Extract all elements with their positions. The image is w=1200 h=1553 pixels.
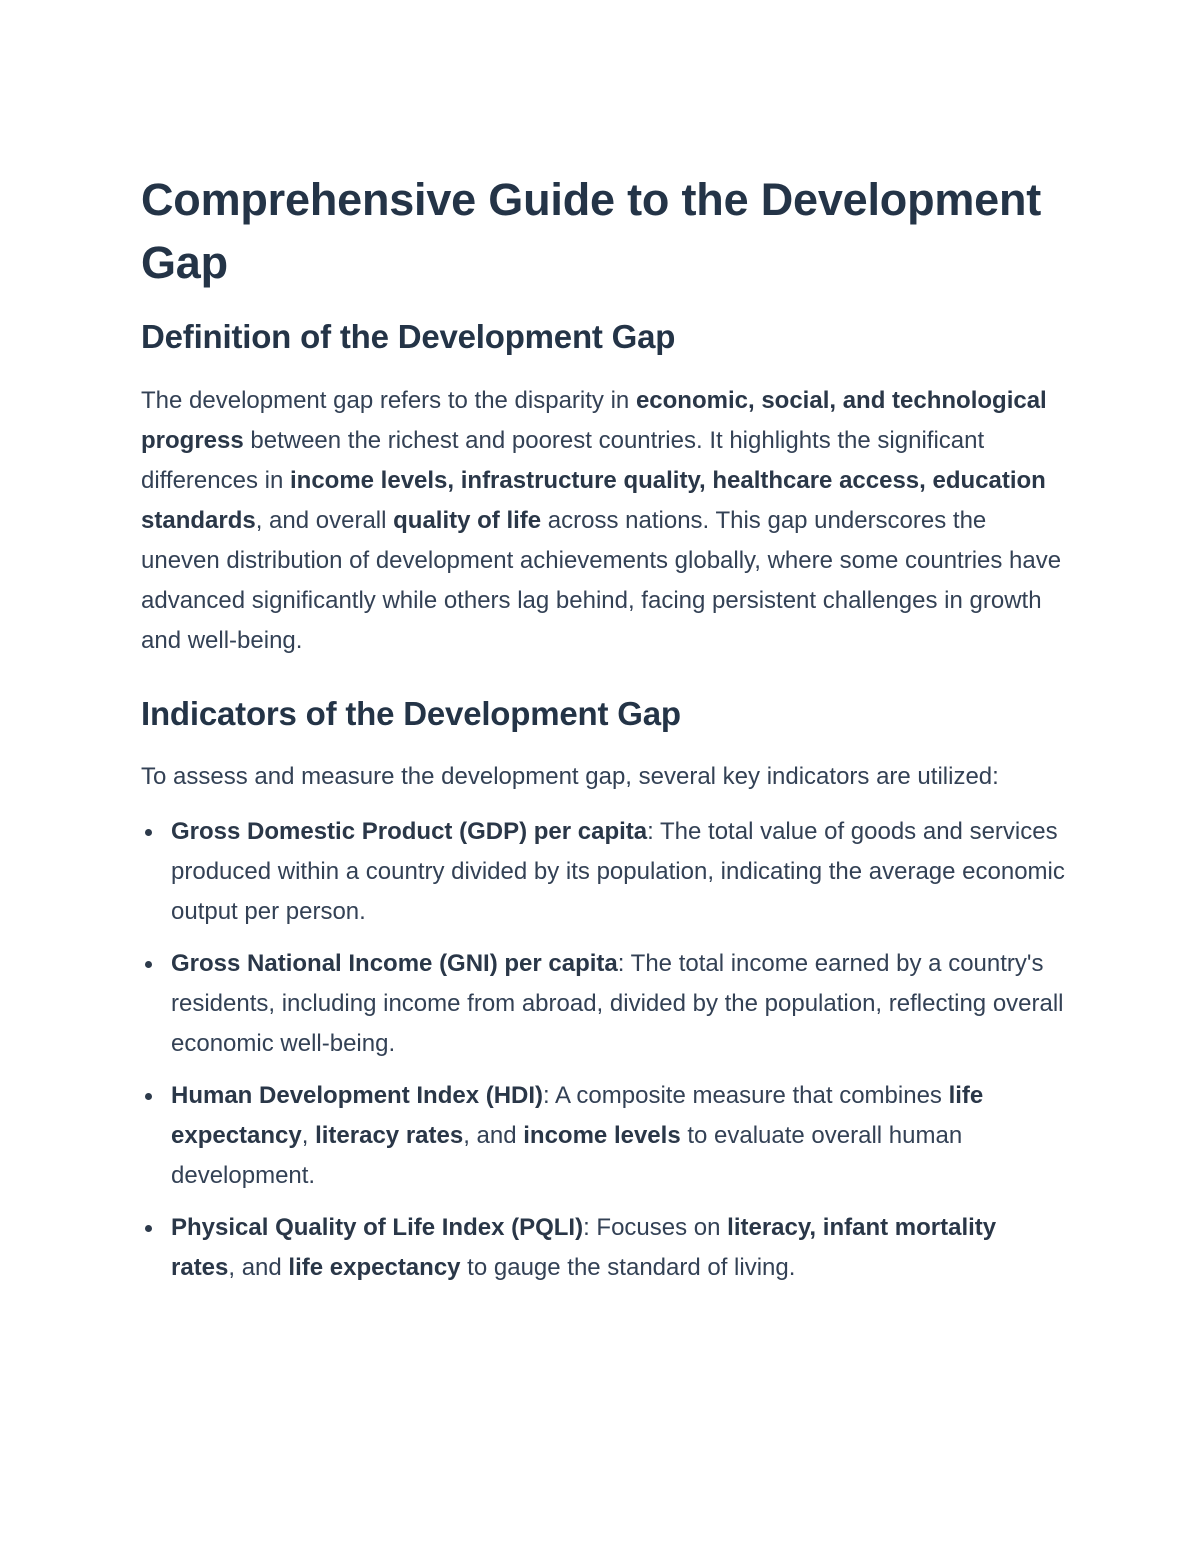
text-run: , and overall <box>255 507 394 534</box>
bold-term: economic, social, and technological progress <box>141 387 1047 454</box>
bullet-icon <box>145 961 152 968</box>
list-item-text <box>171 818 1065 925</box>
bold-term: literacy, infant mortality rates <box>171 1214 997 1281</box>
document-page <box>141 168 1066 1300</box>
bold-term: income levels, infrastructure quality, healthcare access, education standards <box>141 467 1046 534</box>
list-item <box>141 1076 1066 1196</box>
bold-term: life expectancy <box>171 1082 984 1149</box>
bold-term: Physical Quality of Life Index (PQLI) <box>171 1214 584 1241</box>
bullet-icon <box>145 1093 152 1100</box>
text-run: : Focuses on <box>583 1214 728 1241</box>
bold-term: Gross Domestic Product (GDP) per capita <box>171 818 648 845</box>
indicators-intro: To assess and measure the development gap, several key indicators are utilized: <box>141 763 999 790</box>
list-item-text <box>171 1214 996 1281</box>
text-run: , <box>301 1122 316 1149</box>
bold-term: Gross National Income (GNI) per capita <box>171 950 618 977</box>
text-run: between the richest and poorest countries. It highlights the significant differences in <box>141 427 985 494</box>
definition-paragraph <box>141 381 1066 661</box>
page-title: Comprehensive Guide to the Development Gap <box>141 174 1042 288</box>
bold-term: Human Development Index (HDI) <box>171 1082 544 1109</box>
bold-term: income levels <box>523 1122 681 1149</box>
text-run: : A composite measure that combines <box>543 1082 949 1109</box>
bold-term: life expectancy <box>288 1254 461 1281</box>
list-item <box>141 944 1066 1064</box>
text-run: to gauge the standard of living. <box>460 1254 796 1281</box>
list-item-text <box>171 950 1064 1057</box>
list-item-text <box>171 1082 983 1189</box>
text-run: to evaluate overall human development. <box>171 1122 963 1189</box>
text-run: : The total value of goods and services produced within a country divided by its population, indicating the average economic output per person. <box>171 818 1065 925</box>
section-heading-definition: Definition of the Development Gap <box>141 318 676 355</box>
text-run: , and <box>228 1254 289 1281</box>
bullet-icon <box>145 1225 152 1232</box>
text-run: across nations. This gap underscores the uneven distribution of development achievements globally, where some countries have advanced significantly while others lag behind, facing persistent challenges in growth and well-being. <box>141 507 1062 654</box>
section-heading-indicators: Indicators of the Development Gap <box>141 695 681 732</box>
list-item <box>141 812 1066 932</box>
text-run: : The total income earned by a country's residents, including income from abroad, divided by the population, reflecting overall economic well-being. <box>171 950 1064 1057</box>
indicators-list <box>141 812 1066 1288</box>
bold-term: quality of life <box>393 507 542 534</box>
list-item <box>141 1208 1066 1288</box>
text-run: The development gap refers to the disparity in <box>141 387 636 414</box>
bold-term: literacy rates <box>315 1122 464 1149</box>
text-run: , and <box>463 1122 524 1149</box>
bullet-icon <box>145 829 152 836</box>
